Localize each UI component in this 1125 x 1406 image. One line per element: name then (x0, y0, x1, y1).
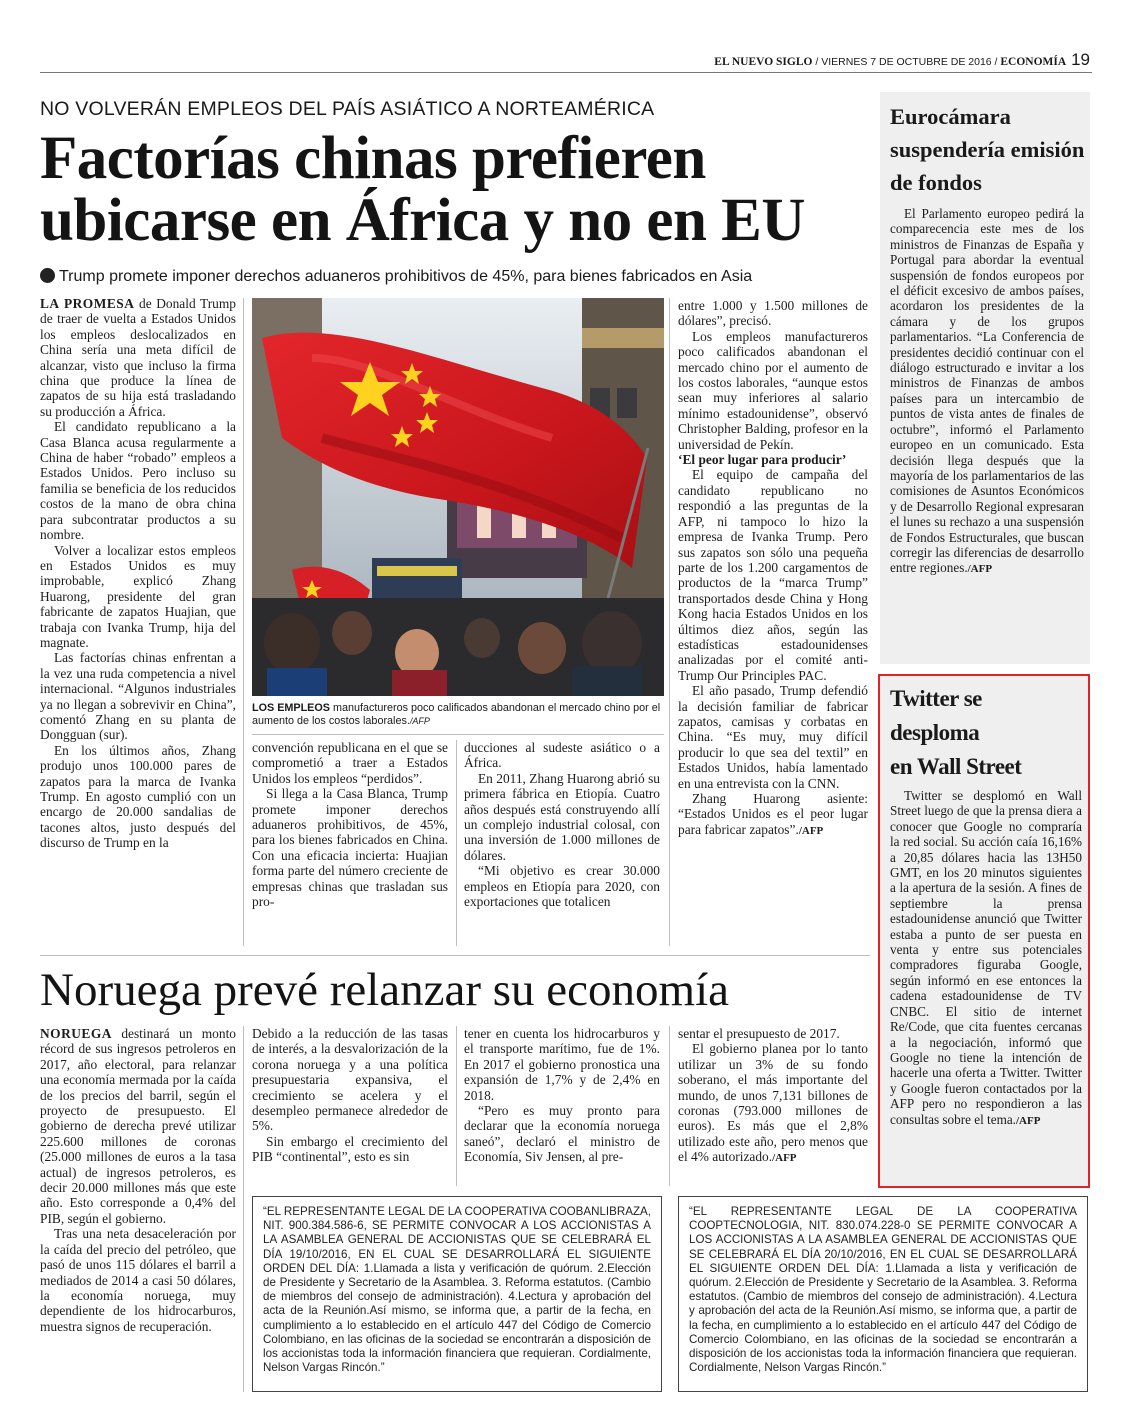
paragraph: Tras una neta desaceleración por la caída del precio del petróleo, que pasó de unos 115 dólares el barril a mediados de 2014 a casi 50 dólares, la economía noruega, muy dependiente de los hidrocarburos, muestra signos de recuperación. (40, 1226, 236, 1334)
caption-rule (252, 734, 664, 735)
sidebar-headline (890, 682, 1084, 784)
headline-line: desploma (890, 720, 980, 745)
headline-line-1: Factorías chinas prefieren (40, 125, 706, 192)
byline-afp: /AFP (967, 563, 993, 576)
lead-in: LA PROMESA (40, 296, 135, 311)
norway-column-3 (464, 1026, 660, 1165)
page-number: 19 (1071, 50, 1090, 69)
paragraph: El gobierno planea por lo tanto utilizar un 3% de su fondo soberano, el más importante del mundo, de unos 7,131 billones de coronas (793.000 millones de euros). Es más que el 2,8% utilizado este año, pero menos que el 4% autorizado./AFP (678, 1041, 868, 1165)
headline (40, 125, 870, 254)
sidebar-body: El Parlamento europeo pedirá la comparecencia este mes de los ministros de Finanzas de España y Portugal para abordar la eventual suspensión de fondos europeos por el déficit excesivo de ambos países, acordaron los presidentes de la cámara y de los grupos parlamentarios. “La Conferencia de presidentes decidió continuar con el diálogo estructurado e invitar a los ministros de Finanzas de ambos países para un intercambio de puntos de vista antes de finales de octubre”, informó el Parlamento europeo en un comunicado. Esta decisión llega después que la mayoría de los parlamentarios de las comisiones de Asuntos Económicos y de Desarrollo Regional expresaran el lunes su rechazo a una suspensión de Fondos Estructurales, que buscan corregir las diferencias de desarrollo entre regiones./AFP (890, 206, 1084, 576)
notice-text: “EL REPRESENTANTE LEGAL DE LA COOPERATIVA COOBANLIBRAZA, NIT. 900.384.586-6, SE PERMITE CONVOCAR A LOS ACCIONISTAS A LA ASAMBLEA GENERAL DE ACCIONISTAS QUE SE CELEBRARÁ EL DÍA 19/10/2016, EN EL CUAL SE DESARROLLARÁ EL SIGUIENTE ORDEN DEL DÍA: 1.Llamada a lista y verificación de quórum. 2.Elección de Presidente y Secretario de la Asamblea. 3. Reforma estatutos. (Cambio de miembros del consejo de administración). 4.Lectura y aprobación del acta de la Reunión.Así mismo, se informa que, a partir de la fecha, en cumplimiento a lo establecido en el artículo 447 del Código de Comercio Colombiano, en las oficinas de la sociedad se encontrarán a disposición de los accionistas toda la información financiera que requieran. Cordialmente, Nelson Vargas Rincón.” (263, 1205, 651, 1375)
article-column-1 (40, 296, 236, 851)
article-column-3 (464, 740, 660, 909)
legal-notice-coobanlibraza (252, 1196, 662, 1392)
column-divider (456, 740, 457, 946)
headline-line-2: ubicarse en África y no en EU (40, 187, 805, 254)
column-divider (243, 298, 244, 946)
paper-name: EL NUEVO SIGLO (714, 56, 813, 68)
paragraph: Los empleos manufactureros poco calificados abandonan el mercado chino por el aumento de los costos laborales, “aunque estos sean muy inferiores al salario mínimo estadounidense”, observó Christopher Balding, profesor en la universidad de Pekín. (678, 328, 868, 452)
paragraph: Si llega a la Casa Blanca, Trump promete imponer derechos aduaneros prohibitivos, de 45%, para los bienes fabricados en China. Con una eficacia incierta: Huajian forma parte del número creciente de empresas chinas que trasladan sus pro- (252, 786, 448, 910)
paragraph: tener en cuenta los hidrocarburos y el transporte marítimo, fue de 1%. En 2017 el gobierno pronostica una expansión de 1,7% y de 2,4% en 2018. (464, 1026, 660, 1103)
lead-in: NORUEGA (40, 1026, 112, 1041)
paragraph: sentar el presupuesto de 2017. (678, 1026, 840, 1041)
column-divider (243, 1026, 244, 1392)
bullet-icon (40, 268, 55, 283)
byline-afp: /AFP (1015, 1114, 1041, 1127)
subheading: ‘El peor lugar para producir’ (678, 452, 847, 468)
norway-column-1: NORUEGA destinará un monto récord de sus ingresos petroleros en 2017, año electoral, para relanzar una economía mermada por la caída de los precios del barril, según el proyecto de presupuesto. El gobierno de derecha prevé utilizar 225.600 millones de coronas (25.000 millones de euros a la tasa actual) de ingresos petroleros, es decir 20.000 millones más que este año. Esto corresponde a 0,4% del PIB, según el gobierno. Tras una neta desaceleración por la caída del precio del petróleo, que pasó de unos 115 dólares el barril a mediados de 2014 a casi 50 dólares, la economía noruega, muy dependiente de los hidrocarburos, muestra signos de recuperación. (40, 1026, 236, 1334)
photo-caption (252, 702, 664, 728)
paragraph: ducciones al sudeste asiático o a África. (464, 740, 660, 771)
china-flag-street-photo (252, 298, 664, 696)
column-divider (456, 1026, 457, 1186)
headline-line: Twitter se (890, 686, 982, 711)
norway-headline: Noruega prevé relanzar su economía (40, 964, 729, 1016)
kicker: NO VOLVERÁN EMPLEOS DEL PAÍS ASIÁTICO A NORTEAMÉRICA (40, 98, 655, 120)
column-divider (669, 298, 670, 946)
paragraph: de Donald Trump de traer de vuelta a Estados Unidos los empleos deslocalizados en China sería una meta difícil de alcanzar, visto que incluso la firma china que produce la línea de zapatos de su hija está trasladando su producción a África. (40, 296, 236, 419)
photo-credit: /AFP (409, 716, 430, 726)
page-header (600, 50, 1090, 70)
paragraph: Sin embargo el crecimiento del PIB “continental”, esto es sin (252, 1133, 448, 1165)
caption-text: manufactureros poco calificados abandonan el mercado chino por el aumento de los costos laborales. (252, 702, 661, 727)
caption-lead: LOS EMPLEOS (252, 702, 330, 714)
notice-text: “EL REPRESENTANTE LEGAL DE LA COOPERATIVA COOPTECNOLOGIA, NIT. 830.074.228-0 SE PERMITE CONVOCAR A LOS ACCIONISTAS A LA ASAMBLEA GENERAL DE ACCIONISTAS QUE SE CELEBRARÁ EL DÍA 20/10/2016, EN EL CUAL SE DESARROLLARÁ EL SIGUIENTE ORDEN DEL DÍA: 1.Llamada a lista y verificación de quórum. 2.Elección de Presidente y Secretario de la Asamblea. 3. Reforma estatutos. (Cambio de miembros del consejo de administración). 4.Lectura y aprobación del acta de la Reunión.Así mismo, se informa que, a partir de la fecha, en cumplimiento a lo establecido en el artículo 447 del Código de Comercio Colombiano, en las oficinas de la sociedad se encontrarán a disposición de los accionistas toda la información financiera que requieran. Cordialmente, Nelson Vargas Rincón.” (689, 1205, 1077, 1375)
headline-line: en Wall Street (890, 754, 1022, 779)
paragraph: Zhang Huarong asiente: “Estados Unidos es el peor lugar para fabricar zapatos”./AFP (678, 791, 868, 837)
paragraph: El equipo de campaña del candidato republicano no respondió a las preguntas de la AFP, ni tampoco lo hizo la empresa de Ivanka Trump. Pero sus zapatos son sólo una pequeña parte de los 1.200 cargamentos de productos de la “marca Trump” transportados desde China y Hong Kong hacia Estados Unidos en los últimos diez años, según las estadísticas estadounidenses analizadas por el comité anti-Trump Our Principles PAC. (678, 467, 868, 683)
column-divider (669, 1026, 670, 1186)
issue-date: / VIERNES 7 DE OCTUBRE DE 2016 / (812, 56, 1001, 68)
paragraph: El año pasado, Trump defendió la decisión familiar de fabricar zapatos, camisas y corbatas en China. “Es muy, muy difícil producir lo que sea del textil” en Estados Unidos, había lamentado en una entrevista con la CNN. (678, 683, 868, 791)
paragraph: convención republicana en el que se comprometió a traer a Estados Unidos los empleos “perdidos”. (252, 740, 448, 786)
paragraph: “Pero es muy pronto para declarar que la economía noruega saneó”, declaró el ministro de Economía, Siv Jensen, al pre- (464, 1103, 660, 1165)
byline-afp: /AFP (772, 1152, 797, 1165)
paragraph: entre 1.000 y 1.500 millones de dólares”, precisó. (678, 298, 868, 329)
paragraph: Las factorías chinas enfrentan a la vez una ruda competencia a nivel internacional. “Algunos industriales ya no llegan a sobrevivir en China”, comentó Zhang en su planta de Dongguan (sur). (40, 650, 236, 743)
paragraph: El candidato republicano a la Casa Blanca acusa regularmente a China de haber “robado” empleos a Estados Unidos. Pero incluso su familia se beneficia de los reducidos costos de la mano de obra china para subcontratar productos a su nombre. (40, 419, 236, 543)
subhead (40, 268, 880, 286)
paragraph: Volver a localizar estos empleos en Estados Unidos es muy improbable, explicó Zhang Huarong, presidente del gran fabricante de zapatos Huajian, que trabaja con Ivanka Trump, hija del magnate. (40, 542, 236, 650)
article-column-4 (678, 298, 868, 839)
section-rule (40, 955, 870, 956)
article-column-2 (252, 740, 448, 909)
norway-column-2 (252, 1026, 448, 1165)
sidebar-headline: Eurocámara suspendería emisión de fondos (890, 104, 1085, 195)
article-photo (252, 298, 664, 696)
paragraph: “Mi objetivo es crear 30.000 empleos en Etiopía para 2020, con exportaciones que totalicen (464, 863, 660, 910)
sidebar-twitter (878, 674, 1090, 1188)
section-name: ECONOMÍA (1000, 56, 1067, 68)
sidebar-eurocamara (880, 92, 1090, 664)
paragraph: En los últimos años, Zhang produjo unos 100.000 pares de zapatos para la marca de Ivanka Trump. En agosto cumplió con un encargo de 20.000 sandalias de tacones altos, justo después del discurso de Trump en la (40, 742, 236, 851)
paragraph: Debido a la reducción de las tasas de interés, a la desvalorización de la corona noruega y a una política presupuestaria expansiva, el crecimiento se acelera y el desempleo permanece alrededor de 5%. (252, 1026, 448, 1134)
sidebar-body: Twitter se desplomó en Wall Street luego de que la prensa diera a conocer que Google no compraría la red social. Su acción caía 16,16% a 20,85 dólares hacia las 13H50 GMT, en los 20 minutos siguientes a la apertura de la sesión. A fines de septiembre la prensa estadounidense anunció que Twitter estaba a punto de ser puesta en venta y entre sus potenciales compradores figuraba Google, según informó en ese entonces la cadena estadounidense de TV CNBC. El sitio de internet Re/Code, que cita fuentes cercanas a la negociación, informó que Google no tiene la intención de hacerle una oferta a Twitter. Twitter y Google fueron contactados por la AFP pero no respondieron a las consultas sobre el tema./AFP (890, 788, 1082, 1127)
byline-afp: /AFP (798, 824, 824, 837)
legal-notice-cooptecnologia (678, 1196, 1088, 1392)
paragraph: En 2011, Zhang Huarong abrió su primera fábrica en Etiopía. Cuatro años después está construyendo allí un complejo industrial colosal, con una inversión de 1.000 millones de dólares. (464, 770, 660, 863)
norway-column-4 (678, 1026, 868, 1167)
subhead-text: Trump promete imponer derechos aduaneros prohibitivos de 45%, para bienes fabricados en Asia (59, 268, 753, 285)
header-rule (40, 72, 1092, 73)
